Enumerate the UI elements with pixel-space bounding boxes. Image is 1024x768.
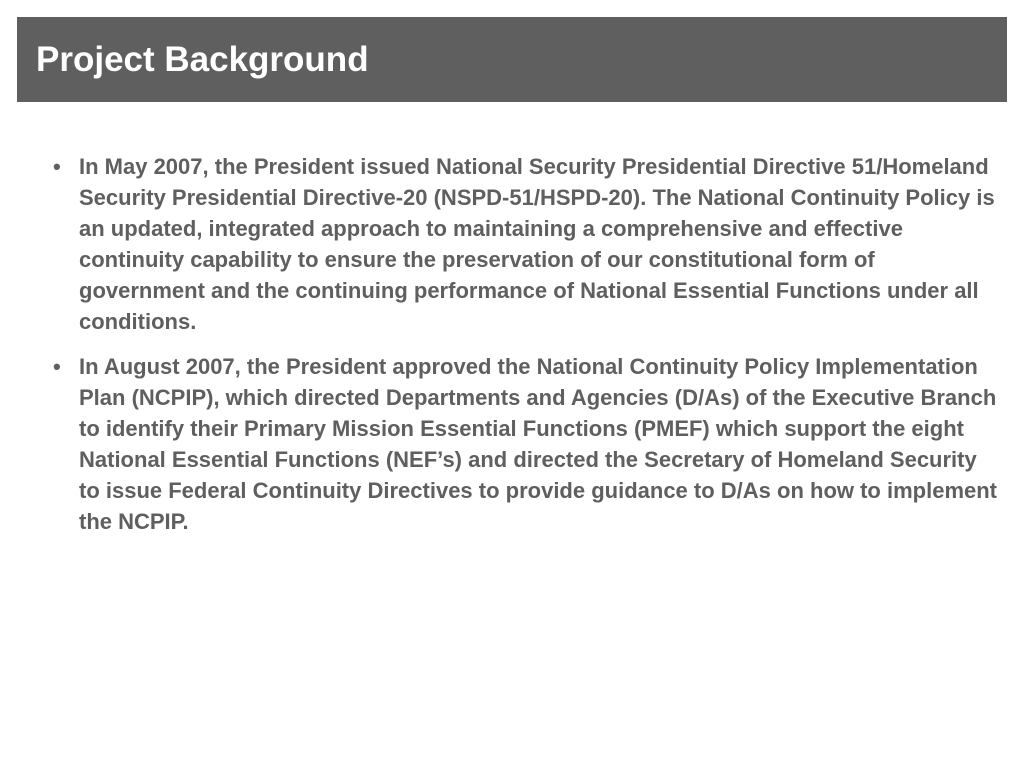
- title-bar: [17, 17, 1007, 102]
- bullet-marker: •: [53, 354, 61, 379]
- bullet-text: In May 2007, the President issued National Security Presidential Directive 51/Homeland Security Presidential Directive-20 (NSPD-51/HSPD-20). The National Continuity Policy is an updated, integrated approach to maintaining a comprehensive and effective continuity capability to ensure the preservation of our constitutional form of government and the continuing performance of National Essential Functions under all conditions.: [79, 154, 995, 334]
- bullet-text: In August 2007, the President approved the National Continuity Policy Implementation Plan (NCPIP), which directed Departments and Agencies (D/As) of the Executive Branch to identify their Primary Mission Essential Functions (PMEF) which support the eight National Essential Functions (NEF’s) and directed the Secretary of Homeland Security to issue Federal Continuity Directives to provide guidance to D/As on how to implement the NCPIP.: [79, 354, 998, 534]
- bullet-marker: •: [53, 154, 61, 179]
- bullet-list: [50, 151, 1000, 551]
- bullet-item: [50, 351, 1000, 537]
- slide-title: Project Background: [36, 40, 369, 79]
- bullet-item: [50, 151, 1000, 337]
